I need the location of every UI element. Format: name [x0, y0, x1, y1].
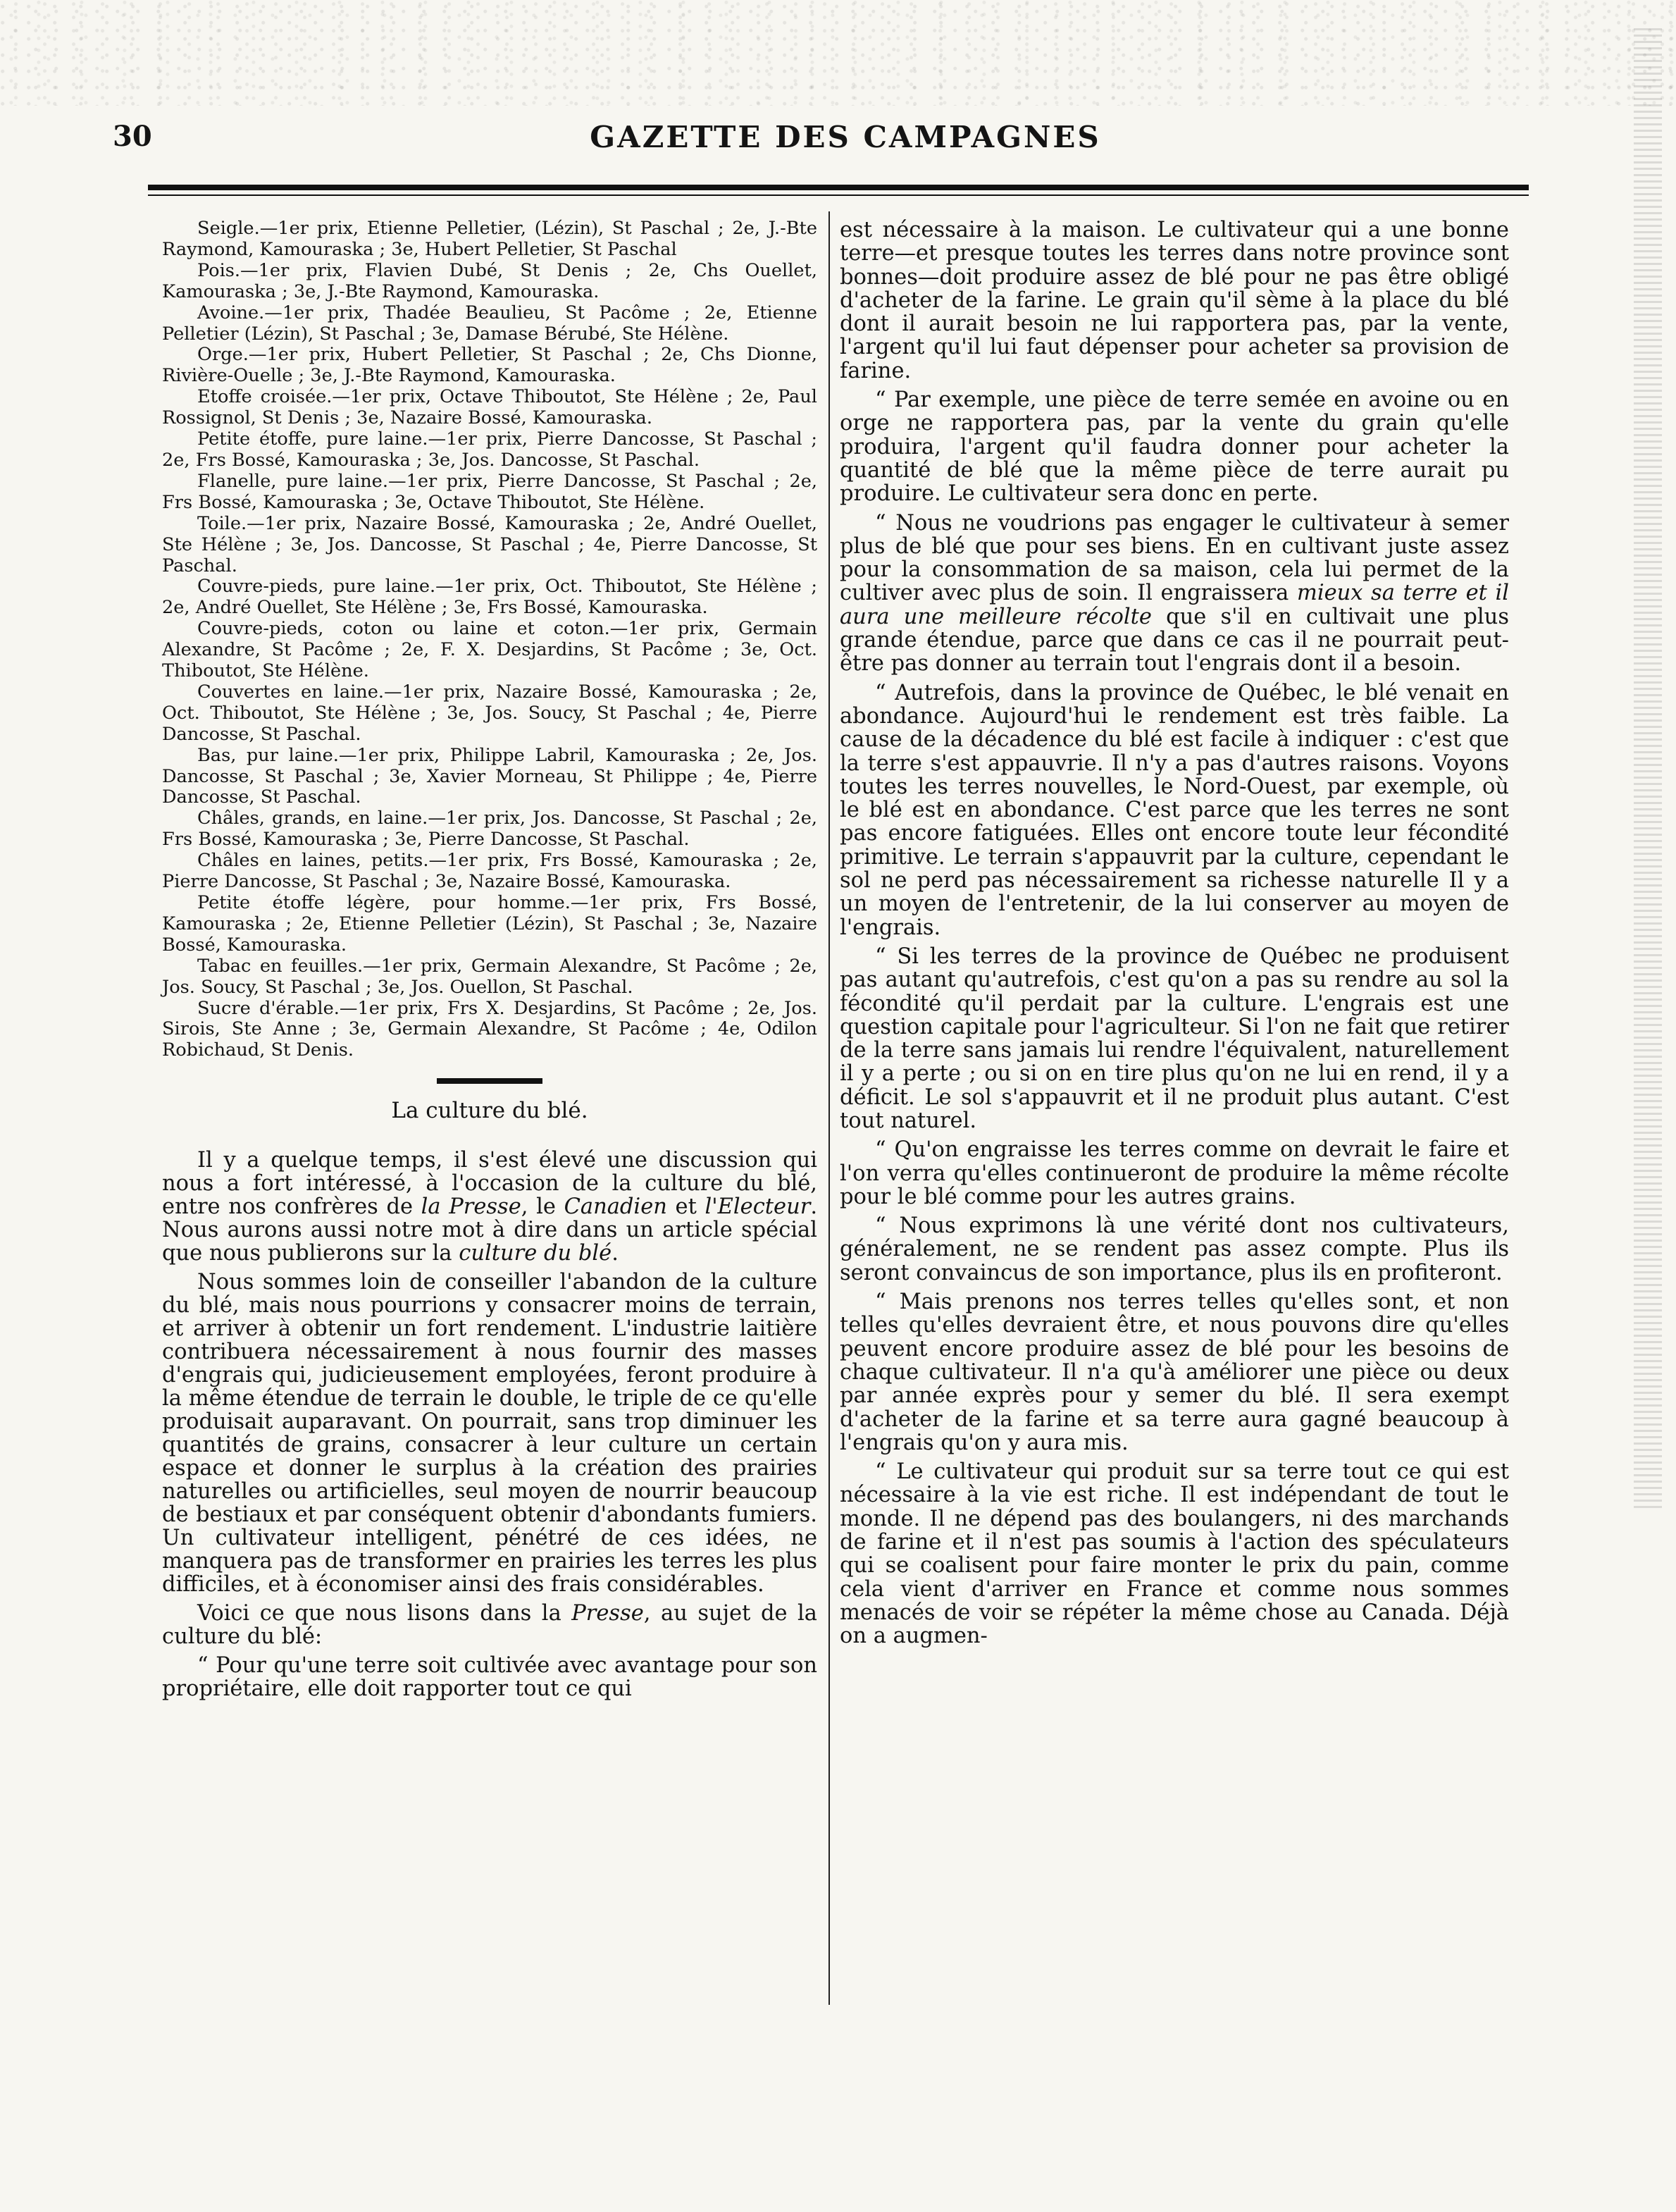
article-paragraph: “ Autrefois, dans la province de Québec, le blé venait en abondance. Aujourd'hui le rendement est très faible. La cause de la décadence du blé est facile à indiquer : c'est que la terre s'est appauvrie. Il n'y a pas d'autres raisons. Voyons toutes les terres nouvelles, le Nord-Ouest, par exemple, où le blé est en abondance. C'est parce que les terres ne sont pas encore fatiguées. Elles ont encore toute leur fécondité primitive. Le terrain s'appauvrit par la culture, cependant le sol ne perd pas nécessairement sa richesse naturelle Il y a un moyen de l'entretenir, de la lui conserver au moyen de l'engrais.: [840, 680, 1509, 940]
prize-entry: Bas, pur laine.—1er prix, Philippe Labril, Kamouraska ; 2e, Jos. Dancosse, St Paschal ; 3e, Xavier Morneau, St Philippe ; 4e, Pierre Dancosse, St Paschal.: [162, 744, 817, 808]
article-paragraph: “ Par exemple, une pièce de terre semée en avoine ou en orge ne rapportera pas, par la vente du grain qu'elle produira, l'argent qu'il faudra donner pour acheter la quantité de blé que la même pièce de terre aurait pu produire. Le cultivateur sera donc en perte.: [840, 388, 1509, 507]
prize-entry: Châles, grands, en laine.—1er prix, Jos. Dancosse, St Paschal ; 2e, Frs Bossé, Kamouraska ; 3e, Pierre Dancosse, St Paschal.: [162, 808, 817, 851]
italic-run: la Presse: [421, 1194, 521, 1220]
article-paragraph: [162, 1602, 817, 1648]
prize-entry: Avoine.—1er prix, Thadée Beaulieu, St Pacôme ; 2e, Etienne Pelletier (Lézin), St Paschal ; 3e, Damase Bérubé, Ste Hélène.: [162, 302, 817, 345]
prize-entry: Flanelle, pure laine.—1er prix, Pierre Dancosse, St Paschal ; 2e, Frs Bossé, Kamouraska ; 3e, Octave Thiboutot, Ste Hélène.: [162, 470, 817, 513]
page-number: 30: [113, 120, 152, 153]
text-run: que s'il en cultivait une plus grande étendue, parce que dans ce cas il ne pourrait peut-être pas donner au terrain tout l'engrais dont il a besoin.: [840, 604, 1509, 676]
prize-entry: Etoffe croisée.—1er prix, Octave Thiboutot, Ste Hélène ; 2e, Paul Rossignol, St Denis ; 3e, Nazaire Bossé, Kamouraska.: [162, 386, 817, 429]
article-paragraph: [162, 1149, 817, 1265]
prize-entry: Pois.—1er prix, Flavien Dubé, St Denis ; 2e, Chs Ouellet, Kamouraska ; 3e, J.-Bte Raymond, Kamouraska.: [162, 259, 817, 302]
prize-entry: Petite étoffe, pure laine.—1er prix, Pierre Dancosse, St Paschal ; 2e, Frs Bossé, Kamouraska ; 3e, Jos. Dancosse, St Paschal.: [162, 428, 817, 471]
italic-run: culture du blé: [459, 1241, 612, 1266]
text-run: et: [666, 1194, 705, 1220]
italic-run: Presse: [571, 1601, 644, 1626]
section-separator: [437, 1078, 542, 1084]
prize-entry: Couvre-pieds, coton ou laine et coton.—1er prix, Germain Alexandre, St Pacôme ; 2e, F. X. Desjardins, St Pacôme ; 3e, Oct. Thiboutot, Ste Hélène.: [162, 618, 817, 682]
prize-entry: Seigle.—1er prix, Etienne Pelletier, (Lézin), St Paschal ; 2e, J.-Bte Raymond, Kamouraska ; 3e, Hubert Pelletier, St Paschal: [162, 218, 817, 260]
left-column: [162, 218, 817, 1706]
italic-run: mieux sa terre et il aura une meilleure récolte: [840, 581, 1509, 629]
article-title: La culture du blé.: [391, 1098, 588, 1124]
prize-entry: Toile.—1er prix, Nazaire Bossé, Kamouraska ; 2e, André Ouellet, Ste Hélène ; 3e, Jos. Dancosse, St Paschal ; 4e, Pierre Dancosse, St Paschal.: [162, 512, 817, 576]
article-paragraph: “ Pour qu'une terre soit cultivée avec avantage pour son propriétaire, elle doit rapporter tout ce qui: [162, 1653, 817, 1702]
prize-entry: Sucre d'érable.—1er prix, Frs X. Desjardins, St Pacôme ; 2e, Jos. Sirois, Ste Anne ; 3e, Germain Alexandre, St Pacôme ; 4e, Odilon Robichaud, St Denis.: [162, 997, 817, 1061]
prize-entry: Couvre-pieds, pure laine.—1er prix, Oct. Thiboutot, Ste Hélène ; 2e, André Ouellet, Ste Hélène ; 3e, Frs Bossé, Kamouraska.: [162, 576, 817, 619]
article-paragraph: “ Si les terres de la province de Québec ne produisent pas autant qu'autrefois, c'est qu'on a pas su rendre au sol la fécondité qu'il perdait par la culture. L'engrais est une question capitale pour l'agriculteur. Si l'on ne fait que retirer de la terre sans jamais lui rendre l'équivalent, naturellement il y a perte ; ou si on en tire plus qu'on ne lui en rend, il y a déficit. Le sol s'appauvrit et il ne produit plus autant. C'est tout naturel.: [840, 944, 1509, 1133]
text-run: , le: [521, 1194, 564, 1220]
italic-run: Canadien: [564, 1194, 667, 1220]
article-paragraph: “ Le cultivateur qui produit sur sa terre tout ce qui est nécessaire à la vie est riche. Il est indépendant de tout le monde. Il ne dépend pas des boulangers, ni des marchands de farine et il n'est pas soumis à l'action des spéculateurs qui se coalisent pour faire monter le prix du pain, comme cela vient d'arriver en France et comme nous sommes menacés de voir se répéter la même chose au Canada. Déjà on a augmen-: [840, 1459, 1509, 1649]
prize-entry: Tabac en feuilles.—1er prix, Germain Alexandre, St Pacôme ; 2e, Jos. Soucy, St Paschal ; 3e, Jos. Ouellon, St Paschal.: [162, 955, 817, 998]
prize-entry: Orge.—1er prix, Hubert Pelletier, St Paschal ; 2e, Chs Dionne, Rivière-Ouelle ; 3e, J.-Bte Raymond, Kamouraska.: [162, 344, 817, 387]
paper-speckle: [0, 0, 1676, 106]
column-divider: [828, 211, 830, 2005]
prize-entry: Couvertes en laine.—1er prix, Nazaire Bossé, Kamouraska ; 2e, Oct. Thiboutot, Ste Hélène ; 3e, Jos. Soucy, St Paschal ; 4e, Pierre Dancosse, St Paschal.: [162, 681, 817, 745]
article-paragraph: [840, 512, 1509, 676]
header-rule-thin: [148, 194, 1529, 196]
prize-entry: Châles en laines, petits.—1er prix, Frs Bossé, Kamouraska ; 2e, Pierre Dancosse, St Paschal ; 3e, Nazaire Bossé, Kamouraska.: [162, 850, 817, 893]
text-run: “ Nous ne voudrions pas engager le cultivateur à semer plus de blé que pour ses biens. En en cultivant juste assez pour la consommation de sa maison, cela lui permet de la cultiver avec plus de soin. Il engraissera: [840, 510, 1509, 606]
text-run: .: [612, 1241, 619, 1266]
italic-run: l'Electeur: [704, 1194, 811, 1220]
text-run: Il y a quelque temps, il s'est élevé une discussion qui nous a fort intéressé, à l'occasion de la culture du blé, entre nos confrères de: [162, 1148, 817, 1220]
scanned-page-edge: [1634, 28, 1662, 1508]
newspaper-title: GAZETTE DES CAMPAGNES: [590, 120, 1101, 154]
article-paragraph: est nécessaire à la maison. Le cultivateur qui a une bonne terre—et presque toutes les terres dans notre province sont bonnes—doit produire assez de blé pour ne pas être obligé d'acheter de la farine. Le grain qu'il sème à la place du blé dont il aurait besoin ne lui rapportera pas, par la vente, l'argent qu'il lui faut dépenser pour acheter sa provision de farine.: [840, 218, 1509, 383]
text-run: . Nous aurons aussi notre mot à dire dans un article spécial que nous publierons sur la: [162, 1194, 818, 1266]
page-header: [113, 120, 1578, 162]
header-rule-thick: [148, 185, 1529, 190]
article-paragraph: “ Mais prenons nos terres telles qu'elles sont, et non telles qu'elles devraient être, et nous pouvons dire qu'elles peuvent encore produire assez de blé pour les besoins de chaque cultivateur. Il n'a qu'à améliorer une pièce ou deux par année exprès pour y semer du blé. Il sera exempt d'acheter de la farine et sa terre aura gagné beaucoup à l'engrais qu'on y aura mis.: [840, 1290, 1509, 1455]
text-run: , au sujet de la culture du blé:: [162, 1601, 817, 1650]
article-paragraph: “ Qu'on engraisse les terres comme on devrait le faire et l'on verra qu'elles continueront de produire la même récolte pour le blé comme pour les autres grains.: [840, 1137, 1509, 1209]
article-paragraph: Nous sommes loin de conseiller l'abandon de la culture du blé, mais nous pourrions y consacrer moins de terrain, et arriver à obtenir un fort rendement. L'industrie laitière contribuera nécessairement à nous fournir des masses d'engrais qui, judicieusement employées, feront produire à la même étendue de terrain le double, le triple de ce qu'elle produisait auparavant. On pourrait, sans trop diminuer les quantités de grains, consacrer à leur culture un certain espace et donner le surplus à la création des prairies naturelles ou artificielles, seul moyen de nourrir beaucoup de bestiaux et par conséquent obtenir d'abondants fumiers. Un cultivateur intelligent, pénétré de ces idées, ne manquera pas de transformer en prairies les terres les plus difficiles, et à économiser ainsi des frais considérables.: [162, 1270, 817, 1598]
right-column: [840, 218, 1509, 1654]
article-paragraph: “ Nous exprimons là une vérité dont nos cultivateurs, généralement, ne se rendent pas assez compte. Plus ils seront convaincus de son importance, plus ils en profiteront.: [840, 1213, 1509, 1285]
text-run: Voici ce que nous lisons dans la: [197, 1601, 572, 1626]
prize-entry: Petite étoffe légère, pour homme.—1er prix, Frs Bossé, Kamouraska ; 2e, Etienne Pelletier (Lézin), St Paschal ; 3e, Nazaire Bossé, Kamouraska.: [162, 892, 817, 956]
